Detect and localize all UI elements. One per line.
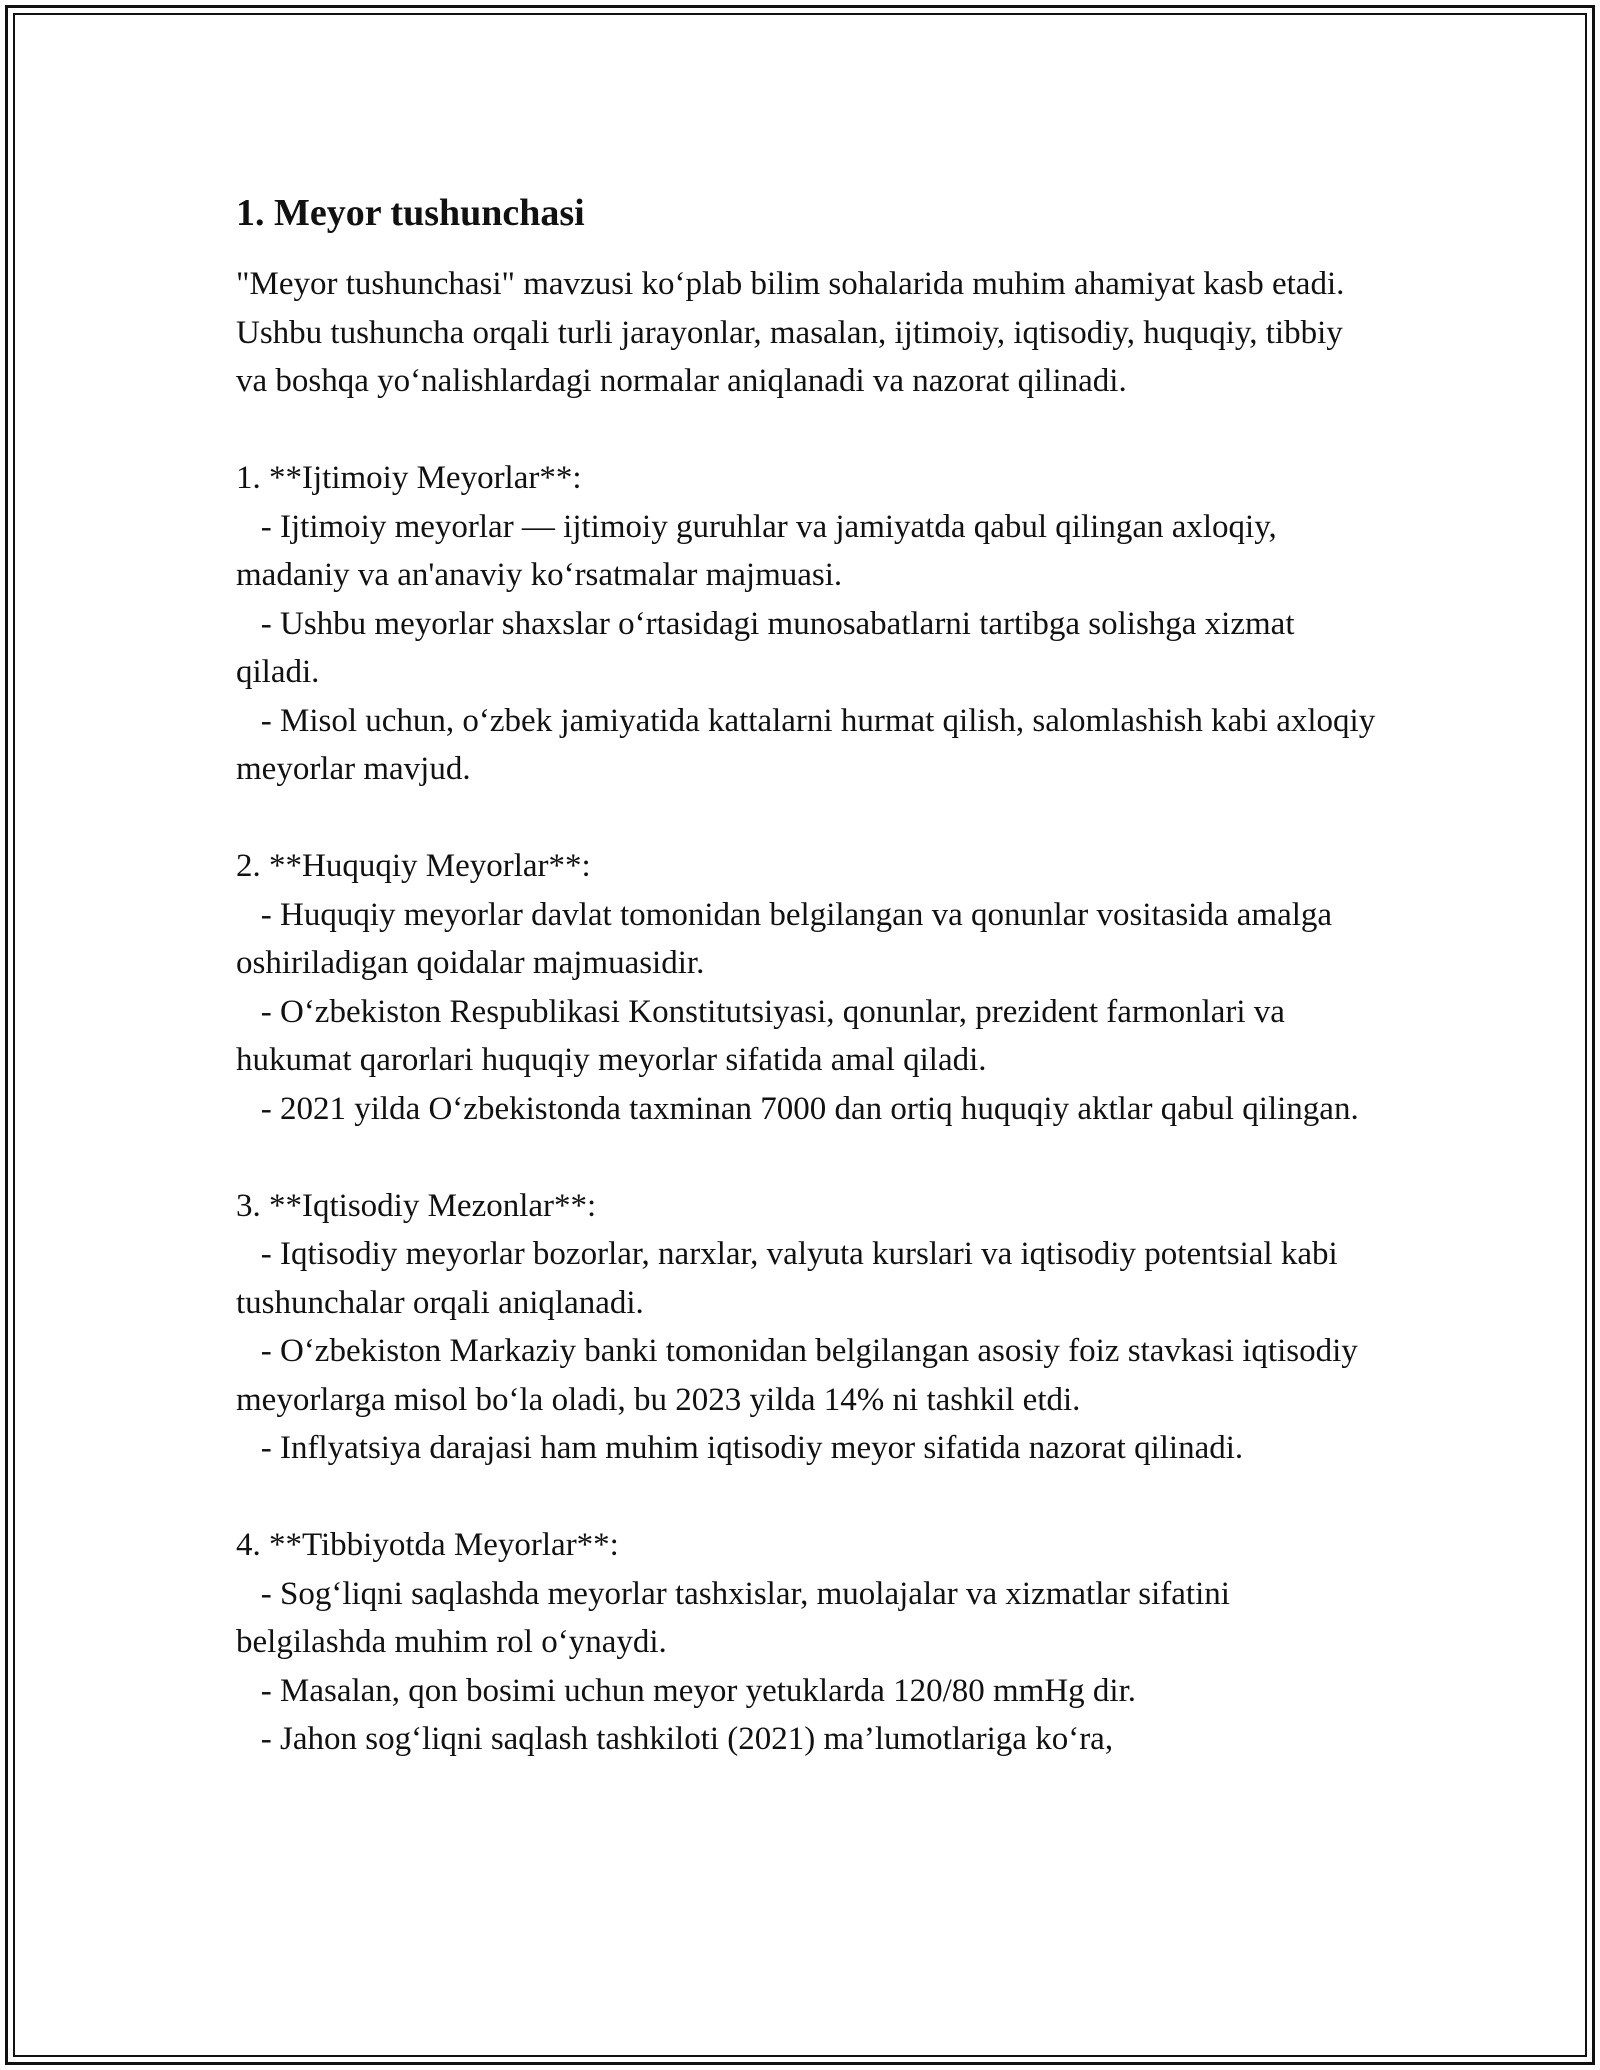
section-item: - Ijtimoiy meyorlar — ijtimoiy guruhlar va jamiyatda qabul qilingan axloqiy, madaniy va an'anaviy ko‘rsatmalar majmuasi. — [236, 508, 1286, 593]
intro-paragraph: "Meyor tushunchasi" mavzusi ko‘plab bilim sohalarida muhim ahamiyat kasb etadi. Ushbu tushuncha orqali turli jarayonlar, masalan, ijtimoiy, iqtisodiy, huquqiy, tibbiy va boshqa yo‘nalishlardagi normalar aniqlanadi va nazorat qilinadi. — [236, 266, 1353, 399]
section-ijtimoiy — [236, 454, 1384, 794]
section-item: - O‘zbekiston Markaziy banki tomonidan belgilangan asosiy foiz stavkasi iqtisodiy meyorlarga misol bo‘la oladi, bu 2023 yilda 14% ni tashkil etdi. — [236, 1333, 1367, 1418]
section-item: - Sog‘liqni saqlashda meyorlar tashxislar, muolajalar va xizmatlar sifatini belgilashda muhim rol o‘ynaydi. — [236, 1575, 1239, 1660]
section-item: - Misol uchun, o‘zbek jamiyatida kattalarni hurmat qilish, salomlashish kabi axloqiy meyorlar mavjud. — [236, 702, 1384, 787]
document-title: 1. Meyor tushunchasi — [236, 192, 585, 234]
section-item: - O‘zbekiston Respublikasi Konstitutsiyasi, qonunlar, prezident farmonlari va hukumat qarorlari huquqiy meyorlar sifatida amal qiladi. — [236, 993, 1294, 1078]
section-item: - Iqtisodiy meyorlar bozorlar, narxlar, valyuta kurslari va iqtisodiy potentsial kabi tushunchalar orqali aniqlanadi. — [236, 1236, 1346, 1321]
section-tibbiyot — [236, 1521, 1376, 1764]
section-item: - Jahon sog‘liqni saqlash tashkiloti (2021) ma’lumotlariga ko‘ra, — [260, 1721, 1114, 1757]
section-heading: 3. **Iqtisodiy Mezonlar**: — [236, 1187, 597, 1224]
section-heading: 1. **Ijtimoiy Meyorlar**: — [236, 460, 582, 496]
section-iqtisodiy — [236, 1182, 1376, 1473]
section-item: - Ushbu meyorlar shaxslar o‘rtasidagi munosabatlarni tartibga solishga xizmat qiladi. — [236, 605, 1303, 690]
section-heading: 2. **Huquqiy Meyorlar**: — [236, 848, 591, 884]
document-body — [236, 186, 1384, 1764]
section-item: - 2021 yilda O‘zbekistonda taxminan 7000 dan ortiq huquqiy aktlar qabul qilingan. — [260, 1090, 1359, 1127]
section-huquqiy — [236, 842, 1376, 1133]
section-item: - Inflyatsiya darajasi ham muhim iqtisodiy meyor sifatida nazorat qilinadi. — [260, 1430, 1244, 1466]
section-heading: 4. **Tibbiyotda Meyorlar**: — [236, 1527, 619, 1563]
section-item: - Huquqiy meyorlar davlat tomonidan belgilangan va qonunlar vositasida amalga oshiriladigan qoidalar majmuasidir. — [236, 896, 1341, 981]
section-item: - Masalan, qon bosimi uchun meyor yetuklarda 120/80 mmHg dir. — [260, 1672, 1137, 1709]
